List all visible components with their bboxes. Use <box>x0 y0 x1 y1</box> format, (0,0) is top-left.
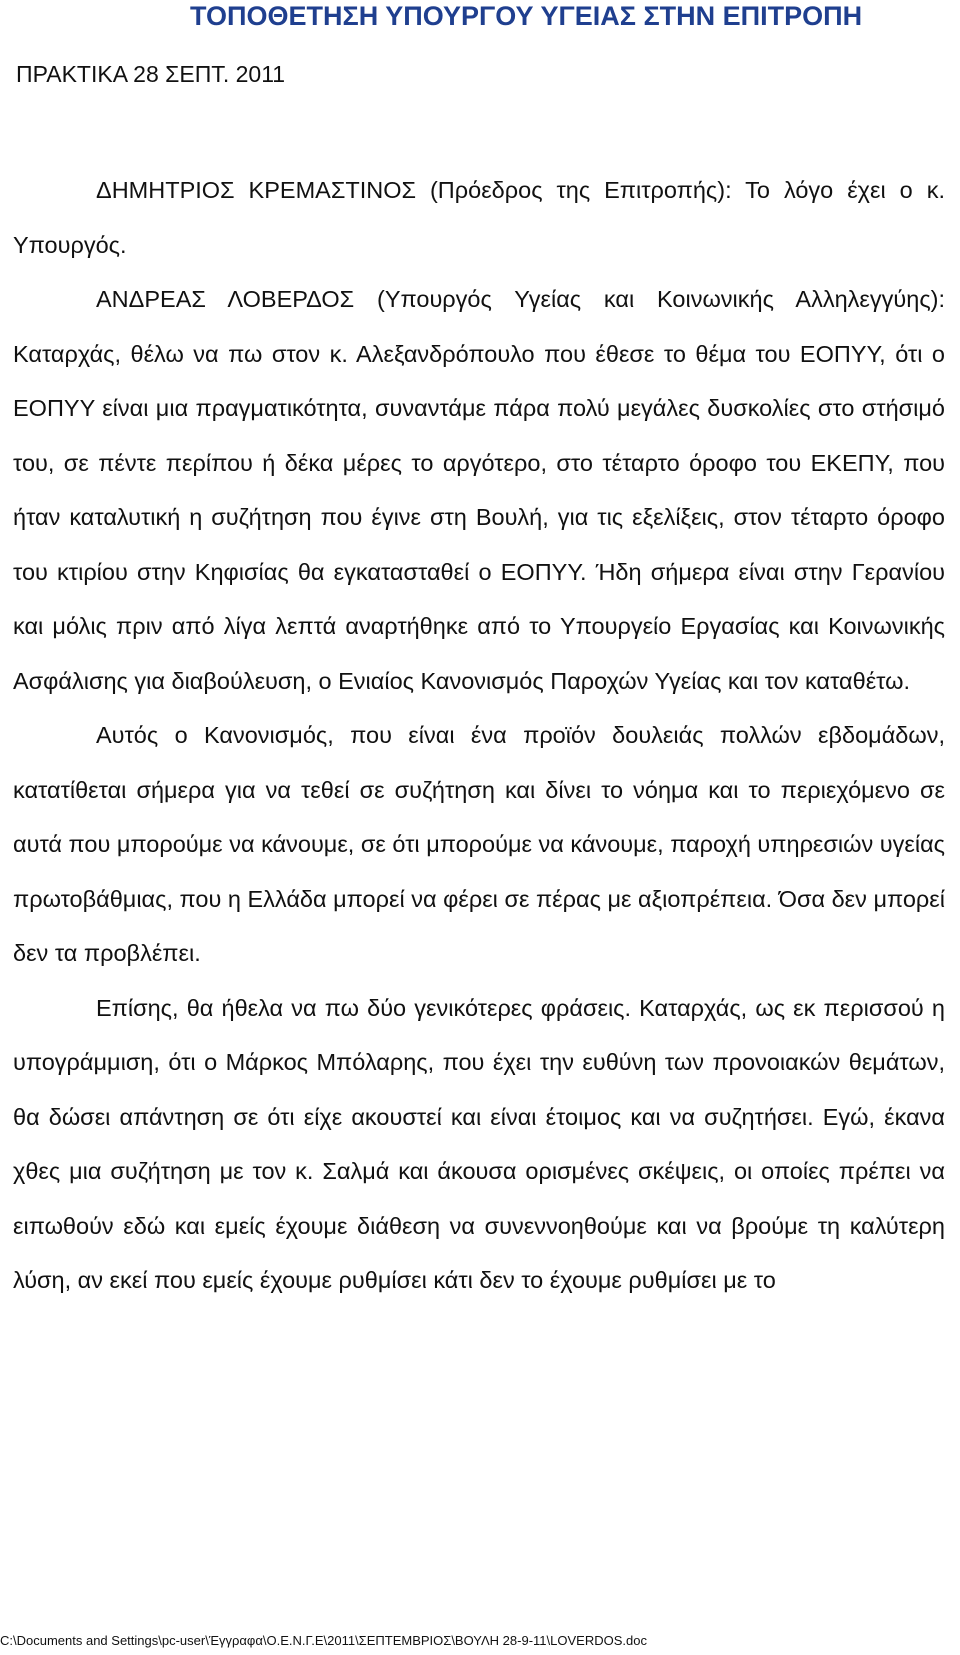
document-title: ΤΟΠΟΘΕΤΗΣΗ ΥΠΟΥΡΓΟΥ ΥΓΕΙΑΣ ΣΤΗΝ ΕΠΙΤΡΟΠΗ <box>190 1 863 31</box>
paragraph-minister-intro: ΑΝΔΡΕΑΣ ΛΟΒΕΡΔΟΣ (Υπουργός Υγείας και Κοινωνικής Αλληλεγγύης): Καταρχάς, θέλω να πω στον κ. Αλεξανδρόπουλο που έθεσε το θέμα του ΕΟΠΥΥ, ότι ο ΕΟΠΥΥ είναι μια πραγματικότητα, συναντάμε πάρα πολύ μεγάλες δυσκολίες στο στήσιμό του, σε πέντε περίπου ή δέκα μέρες το αργότερο, στο τέταρτο όροφο του ΕΚΕΠΥ, που ήταν καταλυτική η συζήτηση που έγινε στη Βουλή, για τις εξελίξεις, στον τέταρτο όροφο του κτιρίου στην Κηφισίας θα εγκατασταθεί ο ΕΟΠΥΥ. Ήδη σήμερα είναι στην Γερανίου και μόλις πριν από λίγα λεπτά αναρτήθηκε από το Υπουργείο Εργασίας και Κοινωνικής Ασφάλισης για διαβούλευση, ο Ενιαίος Κανονισμός Παροχών Υγείας και τον καταθέτω. <box>13 286 945 694</box>
paragraph-chairman: ΔΗΜΗΤΡΙΟΣ ΚΡΕΜΑΣΤΙΝΟΣ (Πρόεδρος της Επιτροπής): Το λόγο έχει ο κ. Υπουργός. <box>13 177 945 258</box>
paragraph-general-remarks: Επίσης, θα ήθελα να πω δύο γενικότερες φράσεις. Καταρχάς, ως εκ περισσού η υπογράμμιση, ότι ο Μάρκος Μπόλαρης, που έχει την ευθύνη των προνοιακών θεμάτων, θα δώσει απάντηση σε ότι είχε ακουστεί και είναι έτοιμος και να συζητήσει. Εγώ, έκανα χθες μια συζήτηση με τον κ. Σαλμά και άκουσα ορισμένες σκέψεις, οι οποίες πρέπει να ειπωθούν εδώ και εμείς έχουμε διάθεση να συνεννοηθούμε και να βρούμε τη καλύτερη λύση, αν εκεί που εμείς έχουμε ρυθμίσει κάτι δεν το έχουμε ρυθμίσει με το <box>13 994 945 1293</box>
paragraph-regulation: Αυτός ο Κανονισμός, που είναι ένα προϊόν δουλειάς πολλών εβδομάδων, κατατίθεται σήμερα για να τεθεί σε συζήτηση και δίνει το νόημα και το περιεχόμενο σε αυτά που μπορούμε να κάνουμε, σε ότι μπορούμε να κάνουμε, παροχή υπηρεσιών υγείας πρωτοβάθμιας, που η Ελλάδα μπορεί να φέρει σε πέρας με αξιοπρέπεια. Όσα δεν μπορεί δεν τα προβλέπει. <box>13 722 945 966</box>
document-body <box>13 163 945 1308</box>
footer-file-path: C:\Documents and Settings\pc-user\Έγγραφα\Ο.Ε.Ν.Γ.Ε\2011\ΣΕΠΤΕΜΒΡΙΟΣ\ΒΟΥΛΗ 28-9-11\LOVERDOS.doc <box>0 1633 647 1648</box>
document-subtitle: ΠΡΑΚΤΙΚΑ 28 ΣΕΠΤ. 2011 <box>16 61 286 87</box>
